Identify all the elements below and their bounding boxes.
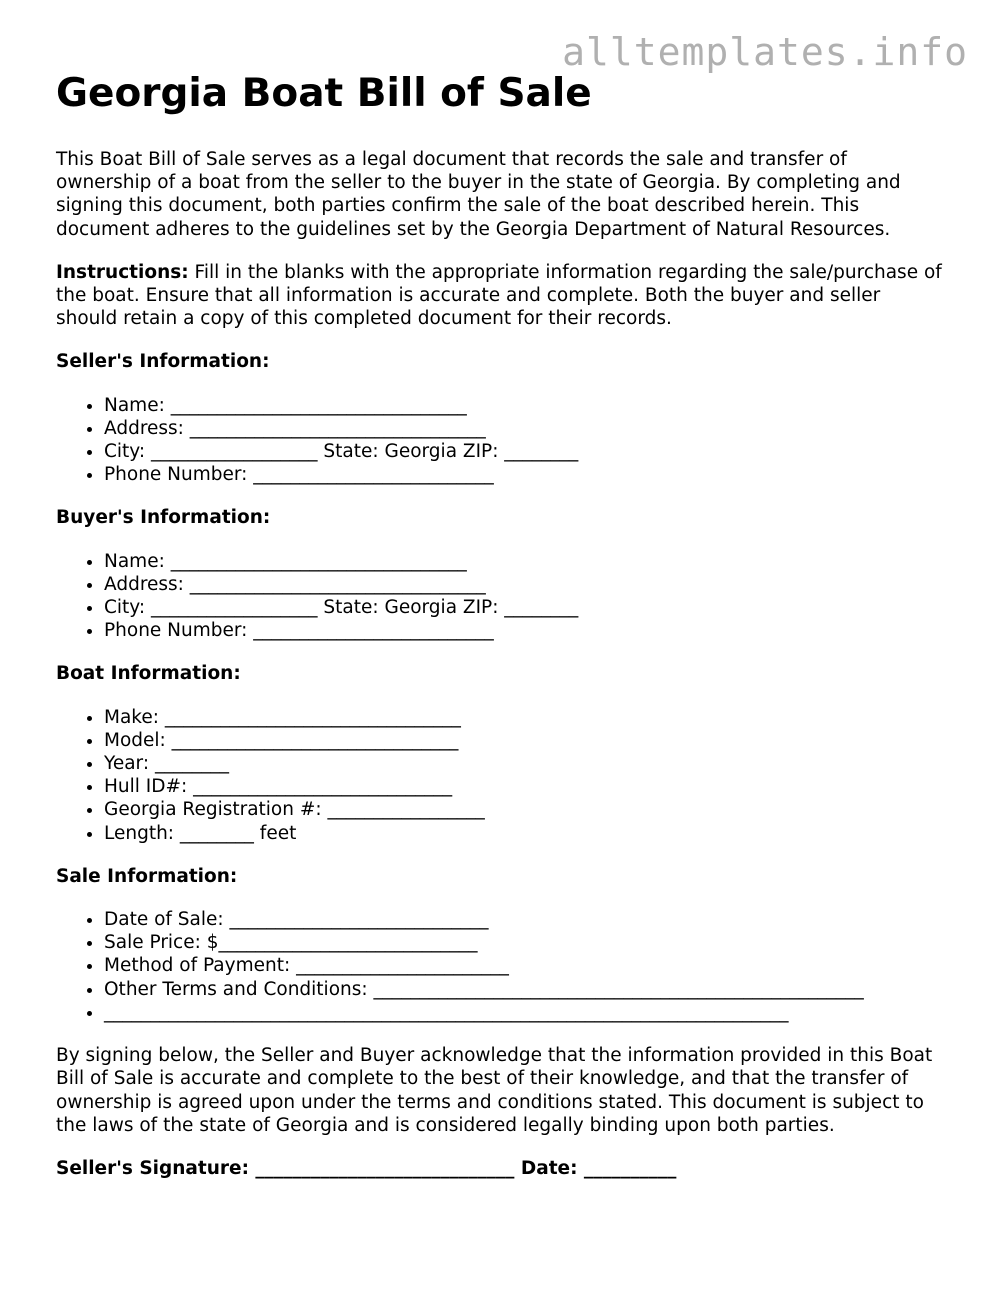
- seller-phone-field[interactable]: • Phone Number: __________________________: [104, 463, 946, 486]
- seller-signature-line[interactable]: Seller's Signature: ____________________________ Date: __________: [56, 1157, 677, 1179]
- seller-city-state-zip-field[interactable]: • City: __________________ State: Georgia ZIP: ________: [104, 440, 946, 463]
- watermark: alltemplates.info: [562, 30, 968, 74]
- seller-name-field[interactable]: • Name: ________________________________: [104, 394, 946, 417]
- sale-extra-terms-line[interactable]: • __________________________________________________________________________: [104, 1001, 946, 1024]
- instructions-paragraph: [56, 261, 946, 331]
- sale-price-field[interactable]: • Sale Price: $____________________________: [104, 931, 946, 954]
- seller-fields: [56, 394, 946, 487]
- sale-date-field[interactable]: • Date of Sale: ____________________________: [104, 908, 946, 931]
- buyer-fields: [56, 550, 946, 643]
- boat-hull-id-field[interactable]: • Hull ID#: ____________________________: [104, 775, 946, 798]
- seller-heading: Seller's Information:: [56, 351, 270, 373]
- sale-payment-method-field[interactable]: • Method of Payment: _______________________: [104, 954, 946, 977]
- document-page: [56, 70, 946, 1180]
- instructions-text: Fill in the blanks with the appropriate information regarding the sale/purchase of the boat. Ensure that all information is accurate and complete. Both the buyer and seller should retain a copy of this completed document for their records.: [56, 261, 942, 330]
- buyer-heading: Buyer's Information:: [56, 507, 271, 529]
- boat-model-field[interactable]: • Model: _______________________________: [104, 729, 946, 752]
- buyer-phone-field[interactable]: • Phone Number: __________________________: [104, 619, 946, 642]
- sale-other-terms-field[interactable]: • Other Terms and Conditions: _____________________________________________________: [104, 978, 946, 1001]
- buyer-city-state-zip-field[interactable]: • City: __________________ State: Georgia ZIP: ________: [104, 596, 946, 619]
- acknowledgement-paragraph: By signing below, the Seller and Buyer acknowledge that the information provided in this Boat Bill of Sale is accurate and complete to the best of their knowledge, and that the transfer of ownership is agreed upon under the terms and conditions stated. This document is subject to the laws of the state of Georgia and is considered legally binding upon both parties.: [56, 1045, 933, 1136]
- sale-fields: [56, 908, 946, 1024]
- boat-make-field[interactable]: • Make: ________________________________: [104, 706, 946, 729]
- boat-length-field[interactable]: • Length: ________ feet: [104, 822, 946, 845]
- boat-year-field[interactable]: • Year: ________: [104, 752, 946, 775]
- document-title: Georgia Boat Bill of Sale: [56, 71, 592, 116]
- buyer-address-field[interactable]: • Address: ________________________________: [104, 573, 946, 596]
- intro-paragraph: This Boat Bill of Sale serves as a legal document that records the sale and transfer of ownership of a boat from the seller to the buyer in the state of Georgia. By completing and signing this document, both parties confirm the sale of the boat described herein. This document adheres to the guidelines set by the Georgia Department of Natural Resources.: [56, 149, 901, 240]
- buyer-name-field[interactable]: • Name: ________________________________: [104, 550, 946, 573]
- boat-registration-field[interactable]: • Georgia Registration #: _________________: [104, 798, 946, 821]
- seller-address-field[interactable]: • Address: ________________________________: [104, 417, 946, 440]
- sale-heading: Sale Information:: [56, 865, 238, 887]
- boat-fields: [56, 706, 946, 845]
- boat-heading: Boat Information:: [56, 663, 241, 685]
- instructions-label: Instructions:: [56, 261, 189, 283]
